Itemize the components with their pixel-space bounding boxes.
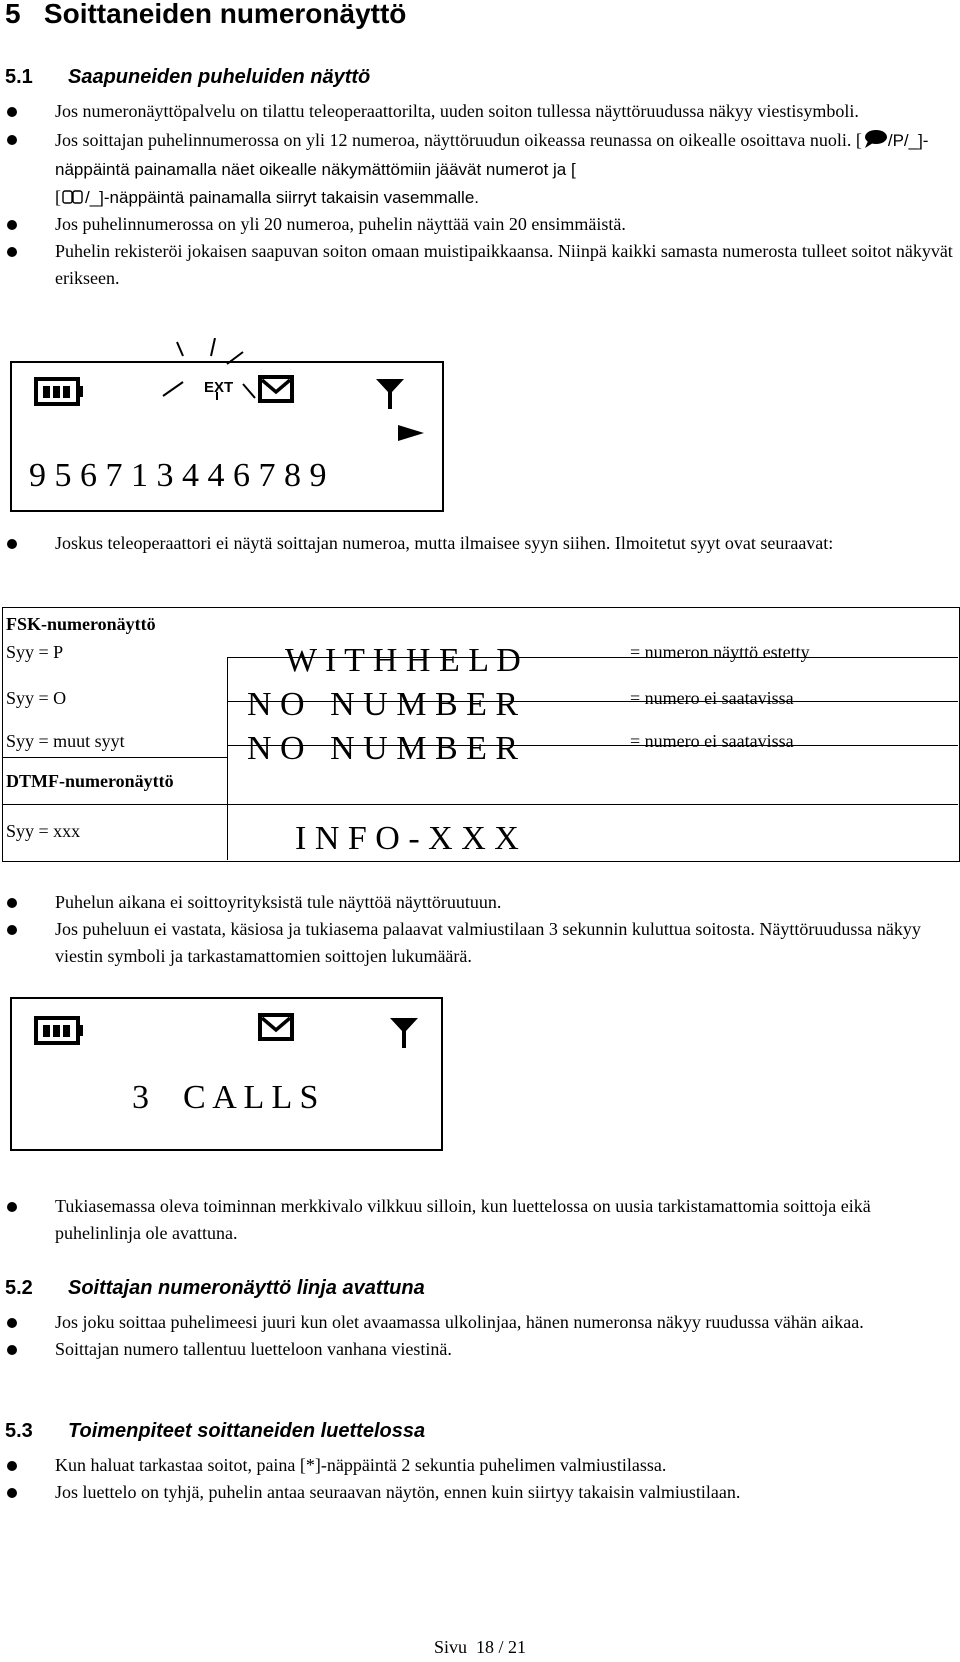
bullet-list-reasons [5,530,955,557]
list-item [5,889,955,916]
section-number: 5.3 [5,1420,33,1442]
calls-count-text: 3 C A L L S [132,1079,319,1116]
reason-cell: Syy = P [6,642,64,662]
bullet-list-after-table [5,889,955,970]
list-item [5,1336,955,1363]
list-item-text: Soittajan numero tallentuu luetteloon vanhana viestinä. [55,1339,452,1359]
antenna-signal-icon [374,377,406,411]
table-divider [3,804,227,805]
bullet-icon [7,247,17,257]
table-divider [227,657,228,860]
display-text: N O N U M B E R [247,686,519,723]
bullet-icon [7,1318,17,1328]
table-divider [3,757,227,758]
bullet-icon [7,1461,17,1471]
message-envelope-icon [258,375,294,403]
list-item [5,1479,955,1506]
display-text: I N F O - X X X [295,820,519,857]
bullet-icon [7,107,17,117]
list-item [5,211,955,238]
caller-number: 9 5 6 7 1 3 4 4 6 7 8 9 [29,457,327,494]
list-item [5,1309,955,1336]
display-text: W I T H H E L D [285,642,521,679]
list-item [5,1452,955,1479]
chapter-title: Soittaneiden numeronäyttö [43,0,407,29]
bullet-icon [7,1488,17,1498]
list-item-text: Jos puheluun ei vastata, käsiosa ja tukiasema palaavat valmiustilaan 3 sekunnin kuluttua soitosta. Näyttöruudussa näkyy viestin symboli ja tarkastamattomien soittojen lukumäärä. [55,919,921,966]
list-item-text: Joskus teleoperaattori ei näytä soittajan numeroa, mutta ilmaisee syyn siihen. Ilmoitetut syyt ovat seuraavat: [55,533,834,553]
bullet-icon [7,1345,17,1355]
list-item [5,1193,955,1247]
chapter-number: 5 [5,0,21,29]
list-item-text: Jos soittajan puhelinnumerossa on yli 12 numeroa, näyttöruudun oikeassa reunassa on oikealle osoittava nuoli. [ [55,130,862,150]
section-number: 5.2 [5,1277,33,1299]
right-arrow-icon [398,423,426,443]
table-divider [227,804,958,805]
list-item-text: Puhelin rekisteröi jokaisen saapuvan soiton omaan muistipaikkaansa. Niinpä kaikki samasta numerosta tulleet soitot näkyvät erikseen. [55,241,953,288]
list-item: [ /_]-näppäintä painamalla siirryt takaisin vasemmalle. [55,187,480,207]
list-item-text: Kun haluat tarkastaa soitot, paina [*]-näppäintä 2 sekuntia puhelimen valmiustilassa. [55,1455,667,1475]
page-footer: Sivu 18 / 21 [433,1637,526,1657]
battery-icon [34,377,84,407]
list-item [5,238,955,292]
phonebook-icon [61,188,85,206]
speech-bubble-icon [862,129,888,149]
antenna-signal-icon [388,1016,420,1050]
bullet-icon [7,925,17,935]
dtmf-title: DTMF-numeronäyttö [6,771,174,791]
list-item-text: /P/_]-näppäintä painamalla näet oikealle näkymättömiin jäävät numerot ja [ [55,131,929,179]
list-item [5,530,955,557]
list-item-text: Tukiasemassa oleva toiminnan merkkivalo vilkkuu silloin, kun luettelossa on uusia tarkistamattomia soittoja eikä puhelinlinja ole avattuna. [55,1196,871,1243]
ext-label: EXT [204,379,234,396]
bullet-list-5-1 [5,98,955,292]
fsk-title: FSK-numeronäyttö [6,614,156,634]
message-envelope-icon [258,1013,294,1041]
bullet-list-5-2 [5,1309,955,1363]
section-title: Toimenpiteet soittaneiden luettelossa [68,1420,426,1442]
lcd-display-incoming [10,361,444,512]
battery-icon [34,1016,84,1046]
reason-cell: Syy = xxx [6,821,81,841]
lcd-display-calls [10,997,443,1151]
display-text: N O N U M B E R [247,730,519,767]
bullet-icon [7,135,17,145]
list-item [5,98,955,125]
section-heading-5-2 [5,1277,425,1300]
bullet-list-after-lcd2 [5,1193,955,1247]
reasons-table [2,607,960,862]
bullet-icon [7,539,17,549]
section-title: Soittajan numeronäyttö linja avattuna [68,1277,425,1299]
list-item-text: Jos joku soittaa puhelimeesi juuri kun olet avaamassa ulkolinjaa, hänen numeronsa näkyy ruudussa vähän aikaa. [55,1312,864,1332]
meaning-cell: = numero ei saatavissa [630,688,794,708]
list-item-text: Puhelun aikana ei soittoyrityksistä tule näyttöä näyttöruutuun. [55,892,502,912]
meaning-cell: = numero ei saatavissa [630,731,794,751]
bullet-list-5-3 [5,1452,955,1506]
page-title [5,0,406,30]
bullet-icon [7,898,17,908]
section-number: 5.1 [5,66,33,88]
list-item-text: Jos numeronäyttöpalvelu on tilattu teleoperaattorilta, uuden soiton tullessa näyttöruudussa näkyy viestisymboli. [55,101,859,121]
section-heading-5-3 [5,1420,425,1443]
reason-cell: Syy = muut syyt [6,731,125,751]
bullet-icon [7,220,17,230]
section-title: Saapuneiden puheluiden näyttö [68,66,371,88]
list-item-text: /_]-näppäintä painamalla siirryt takaisin vasemmalle. [85,188,480,207]
list-item [5,916,955,970]
reason-cell: Syy = O [6,688,67,708]
bullet-icon [7,1202,17,1212]
list-item-text: Jos luettelo on tyhjä, puhelin antaa seuraavan näytön, ennen kuin siirtyy takaisin valmiustilaan. [55,1482,741,1502]
meaning-cell: = numeron näyttö estetty [630,642,810,662]
section-heading-5-1 [5,66,370,89]
list-item-text: Jos puhelinnumerossa on yli 20 numeroa, puhelin näyttää vain 20 ensimmäistä. [55,214,626,234]
